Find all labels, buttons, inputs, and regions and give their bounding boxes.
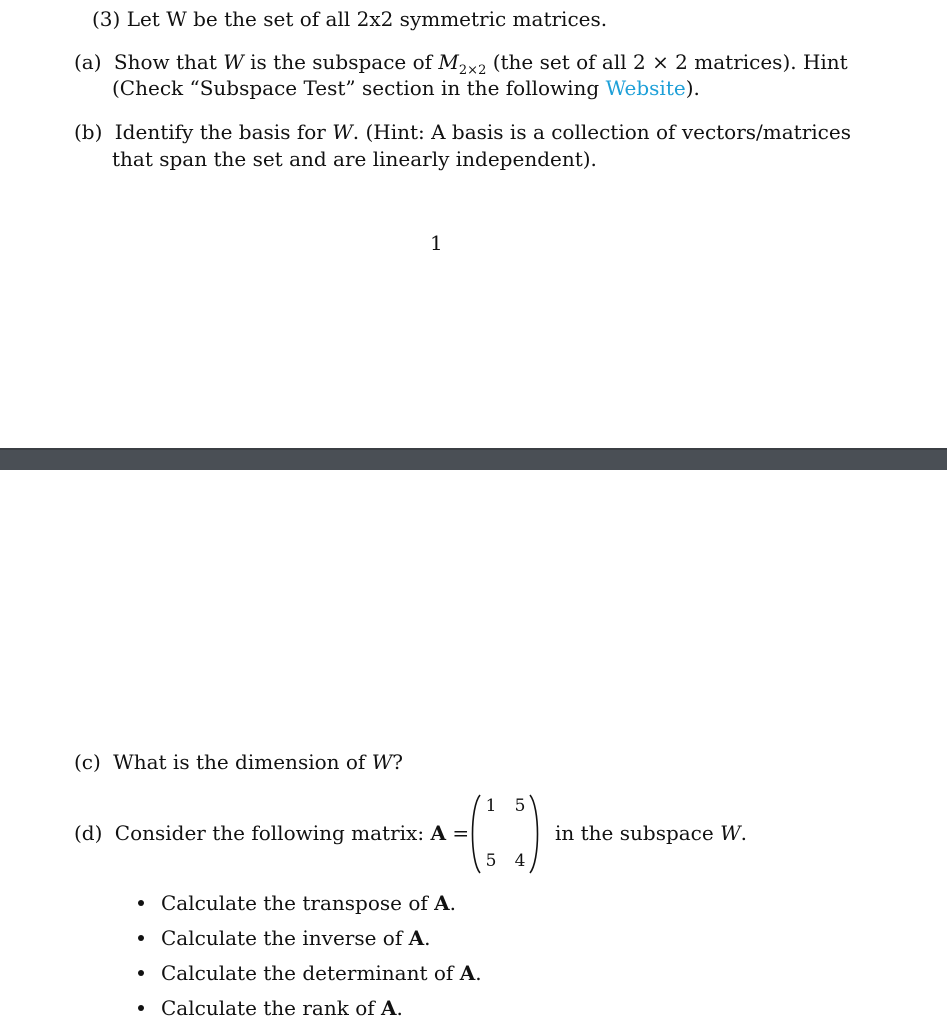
var-w: W [223,50,244,74]
task-item [161,960,482,986]
bullet-icon [138,1005,144,1011]
task-text: Calculate the determinant of [161,961,460,985]
task-text: Calculate the transpose of [161,891,435,915]
part-d-text-post: in the subspace [555,821,721,845]
matrix-a [468,793,542,875]
task-period: . [475,961,482,985]
task-text: Calculate the inverse of [161,926,409,950]
task-text: Calculate the rank of [161,996,382,1020]
part-a-text-mid: is the subspace of [243,50,439,74]
part-a-text: Show that [113,50,224,74]
part-b-line-1 [74,119,851,145]
question-heading-text: (3) Let W be the set of all 2x2 symmetric matrices. [92,7,608,31]
var-m: M [438,50,459,74]
part-b-text-line-2: that span the set and are linearly independent). [112,147,597,171]
matrix-name: A [381,996,397,1020]
bullet-icon [138,935,144,941]
bullet-icon [138,900,144,906]
var-w: W [371,750,393,774]
task-period: . [449,891,457,915]
matrix-name: A [434,891,450,915]
matrix-cell-2-1: 5 [485,851,497,871]
part-a-hint-text: (Check “Subspace Test” section in the following [112,76,606,100]
part-c-line [74,749,403,775]
equals-sign: = [445,821,470,845]
matrix-name: A [430,821,446,845]
matrix-parentheses [468,793,542,875]
matrix-cell-2-2: 4 [514,851,526,871]
matrix-name: A [408,926,425,950]
part-b-text-end: . (Hint: A basis is a collection of vectors/matrices [352,120,851,144]
part-d-line-end [555,820,747,846]
question-heading [92,6,607,32]
task-period: . [424,926,431,950]
part-d-period: . [740,821,747,845]
matrix-cell-1-1: 1 [485,796,497,816]
part-b-label: (b) [74,120,103,144]
var-w: W [720,821,741,845]
part-a-text-end: (the set of all 2 × 2 matrices). Hint [486,50,848,74]
task-period: . [396,996,403,1020]
bullet-icon [138,970,144,976]
part-c-label: (c) [74,750,101,774]
part-b-line-2 [112,146,597,172]
part-a-line-2 [112,75,700,101]
part-a-label: (a) [74,50,102,74]
part-a-hint-end: ). [685,76,700,100]
part-b-text: Identify the basis for [114,120,333,144]
var-m-subscript: 2×2 [458,63,487,78]
part-d-label: (d) [74,821,103,845]
document-page-1 [0,0,947,448]
task-item [161,995,403,1021]
task-item [161,890,456,916]
page-divider [0,448,947,470]
var-w: W [332,120,353,144]
part-c-text-end: ? [392,750,403,774]
part-d-text: Consider the following matrix: [114,821,431,845]
part-d-line [74,820,469,846]
page-number: 1 [430,231,443,255]
matrix-name: A [459,961,476,985]
website-link[interactable]: Website [605,76,686,100]
task-item [161,925,431,951]
part-c-text: What is the dimension of [113,750,372,774]
document-page-2 [0,470,947,1024]
matrix-cell-1-2: 5 [514,796,526,816]
